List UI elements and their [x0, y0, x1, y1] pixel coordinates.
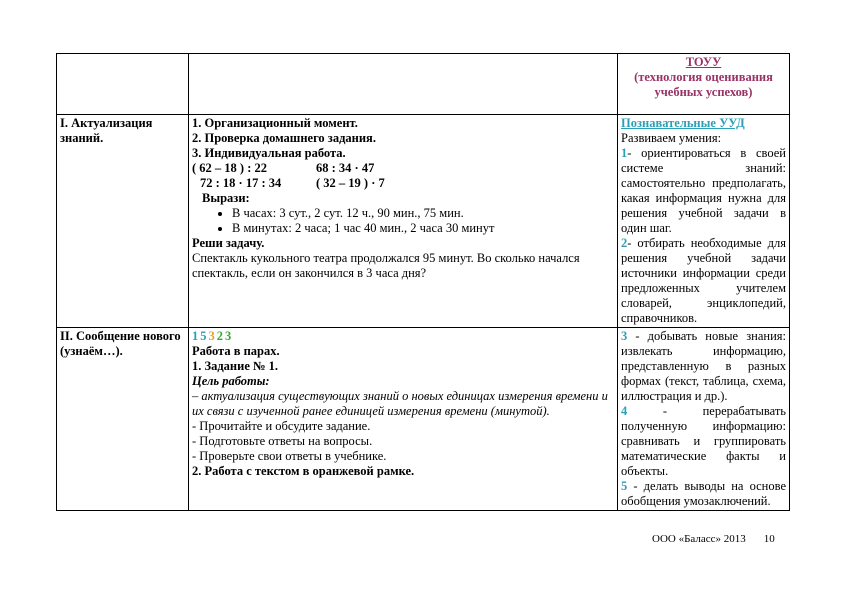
- stage-new-material: II. Сообщение нового (узнаём…).: [57, 328, 189, 511]
- score-number: 3: [208, 329, 215, 343]
- header-cell-content: [189, 54, 618, 115]
- item-individual-work: 3. Индивидуальная работа.: [192, 146, 346, 160]
- touu-subtitle-2: учебных успехов): [654, 85, 753, 99]
- score-number: 3: [225, 329, 232, 343]
- content-new-material: [189, 328, 618, 511]
- touu-subtitle-1: (технология оценивания: [634, 70, 773, 84]
- table-header-row: [57, 54, 790, 115]
- header-cell-touu: [618, 54, 790, 115]
- goal-label: Цель работы:: [192, 374, 270, 388]
- solve-label: Реши задачу.: [192, 236, 265, 250]
- list-item: • В часах: 3 сут., 2 сут. 12 ч., 90 мин., 75 мин.: [232, 206, 614, 221]
- footer-publisher: ООО «Баласс» 2013: [652, 533, 746, 545]
- point-text: - добывать новые знания: извлекать информацию, представленную в разных формах (текст, таблица, схема, иллюстрация и др.).: [621, 329, 786, 403]
- expression: ( 32 – 19 ) · 7: [316, 176, 385, 190]
- uud-title: Познавательные УУД: [621, 116, 745, 130]
- item-org-moment: 1. Организационный момент.: [192, 116, 358, 130]
- uud-point-1: [621, 146, 786, 236]
- score-number: 5: [200, 329, 207, 343]
- expression: 72 : 18 · 17 : 34: [200, 176, 282, 190]
- table-row-actualization: [57, 115, 790, 328]
- task-1-label: 1. Задание № 1.: [192, 359, 279, 373]
- point-number: 2: [621, 236, 628, 250]
- content-actualization: [189, 115, 618, 328]
- score-number: 2: [216, 329, 223, 343]
- score-number: 1: [192, 329, 199, 343]
- score-numbers: [192, 329, 614, 344]
- point-number: 1: [621, 146, 628, 160]
- point-text: - перерабатывать полученную информацию: сравнивать и группировать математические факты и объекты.: [621, 404, 786, 478]
- point-number: 5: [621, 479, 628, 493]
- touu-title: ТОУУ: [685, 55, 722, 69]
- point-text: - делать выводы на основе обобщения умозаключений.: [621, 479, 786, 508]
- directive-2: - Подготовьте ответы на вопросы.: [192, 434, 373, 448]
- uud-point-5: [621, 479, 786, 509]
- uud-cognitive-continued: [618, 328, 790, 511]
- task-text: Спектакль кукольного театра продолжался 95 минут. Во сколько начался спектакль, если он закончился в 3 часа дня?: [192, 251, 580, 280]
- pair-work-label: Работа в парах.: [192, 344, 280, 358]
- expression: ( 62 – 18 ) : 22: [192, 161, 267, 175]
- task-2-label: 2. Работа с текстом в оранжевой рамке.: [192, 464, 415, 478]
- directive-1: - Прочитайте и обсудите задание.: [192, 419, 371, 433]
- uud-point-2: [621, 236, 786, 326]
- table-row-new-material: [57, 328, 790, 511]
- header-cell-stage: [57, 54, 189, 115]
- point-number: 3: [621, 329, 628, 343]
- point-text: - ориентироваться в своей системе знаний: самостоятельно предполагать, какая информация нужна для решения учебной задачи в один шаг.: [621, 146, 786, 235]
- uud-point-4: [621, 404, 786, 479]
- lesson-table: [56, 53, 790, 511]
- goal-text: – актуализация существующих знаний о новых единицах измерения времени и их связи с изученной ранее единицей измерения времени (минутой).: [192, 389, 608, 418]
- convert-list: [192, 206, 614, 236]
- uud-intro: Развиваем умения:: [621, 131, 722, 145]
- uud-point-3: [621, 329, 786, 404]
- page-number: 10: [763, 533, 775, 545]
- express-label: Вырази:: [202, 191, 250, 205]
- expression-row-1: [192, 161, 614, 176]
- point-number: 4: [621, 404, 628, 418]
- directive-3: - Проверьте свои ответы в учебнике.: [192, 449, 387, 463]
- point-text: - отбирать необходимые для решения учебной задачи источники информации среди предложенных учителем словарей, энциклопедий, справочников.: [621, 236, 786, 325]
- page-footer: [652, 533, 775, 545]
- stage-actualization: I. Актуализация знаний.: [57, 115, 189, 328]
- item-homework-check: 2. Проверка домашнего задания.: [192, 131, 376, 145]
- list-item: • В минутах: 2 часа; 1 час 40 мин., 2 часа 30 минут: [232, 221, 614, 236]
- expression-row-2: [192, 176, 614, 191]
- uud-cognitive: [618, 115, 790, 328]
- expression: 68 : 34 · 47: [316, 161, 375, 175]
